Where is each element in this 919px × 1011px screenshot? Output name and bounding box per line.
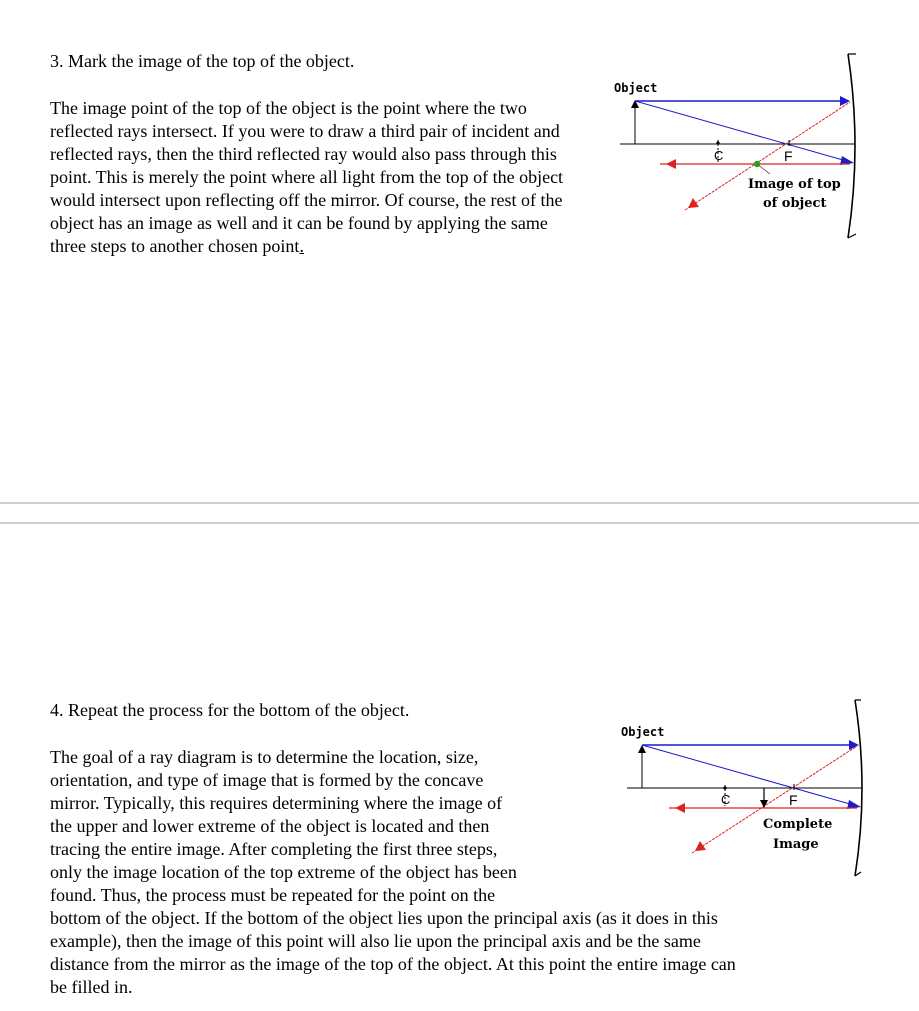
section4-line-6: only the image location of the top extreme of the object has been: [50, 862, 517, 882]
section3-paragraph-end: .: [299, 236, 304, 256]
section4-line-8: bottom of the object. If the bottom of the object lies upon the principal axis (as it does in this: [50, 908, 718, 928]
image-label-line1: Image of top: [748, 177, 841, 192]
ray-through-focal: [642, 745, 857, 806]
section4-line-9: example), then the image of this point will also lie upon the principal axis and be the same: [50, 931, 701, 951]
section4-line-11: be filled in.: [50, 977, 133, 997]
f-label: F: [784, 148, 793, 164]
image-label-line1: Complete: [763, 817, 833, 832]
reflected-ray-diagonal: [685, 102, 850, 210]
red-ray-arrowhead-1: [675, 803, 685, 813]
section3-paragraph: [50, 97, 580, 258]
section3-paragraph-text: The image point of the top of the object is the point where the two reflected rays intersect. If you were to draw a third pair of incident and reflected rays, then the third reflected ray would also pass through this point. This is merely the point where all light from the top of the object would intersect upon reflecting off the mirror. Of course, the rest of the object has an image as well and it can be found by applying the same three steps to another chosen point: [50, 98, 564, 256]
c-label: C: [721, 792, 731, 807]
section-separator-band: [0, 504, 919, 522]
ray-through-focal: [635, 101, 850, 162]
image-label-line2: Image: [773, 837, 819, 852]
section4-line-10: distance from the mirror as the image of the top of the object. At this point the entire image can: [50, 954, 736, 974]
section-separator-bottom: [0, 522, 919, 524]
concave-mirror: [848, 54, 855, 238]
section4-line-3: mirror. Typically, this requires determining where the image of: [50, 793, 503, 813]
red-ray-arrowhead-2: [688, 198, 699, 208]
c-marker-dot: [723, 786, 726, 789]
red-ray-arrowhead-2: [695, 841, 706, 851]
section4-line-5: tracing the entire image. After completing the first three steps,: [50, 839, 498, 859]
object-label: Object: [621, 725, 665, 739]
c-label: C: [714, 148, 724, 163]
ray-diagram-top-image: [600, 40, 870, 240]
c-marker-dot: [716, 141, 719, 144]
section4-line-7: found. Thus, the process must be repeated for the point on the: [50, 885, 496, 905]
section4-line-2: orientation, and type of image that is formed by the concave: [50, 770, 484, 790]
f-label: F: [789, 792, 798, 808]
image-leader-line: [757, 164, 770, 174]
blue-ray-arrowhead-1: [840, 96, 850, 106]
red-ray-arrowhead-1: [666, 159, 676, 169]
object-label: Object: [614, 81, 658, 95]
section4-heading: 4. Repeat the process for the bottom of the object.: [50, 700, 410, 720]
section3-heading: 3. Mark the image of the top of the object.: [50, 51, 355, 71]
image-label-line2: of object: [763, 196, 827, 211]
section4-line-1: The goal of a ray diagram is to determine the location, size,: [50, 747, 479, 767]
section4-line-4: the upper and lower extreme of the object is located and then: [50, 816, 490, 836]
ray-diagram-complete-image: [607, 688, 877, 888]
